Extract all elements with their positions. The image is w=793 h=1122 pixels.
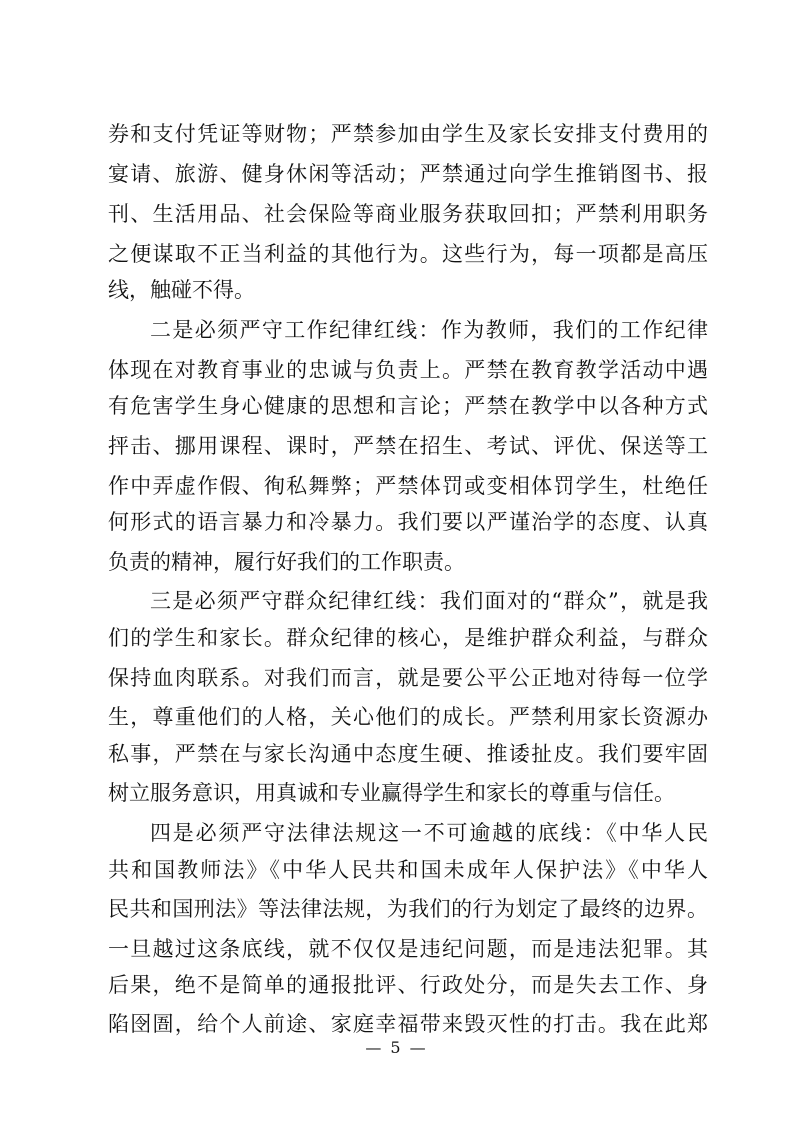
body-text-line: 体现在对教育事业的忠诚与负责上。严禁在教育教学活动中遇 (108, 358, 708, 382)
page-number: — 5 — (365, 1038, 428, 1057)
paragraph-start-line: 二是必须严守工作纪律红线：作为教师，我们的工作纪律 (150, 318, 708, 342)
body-text-line: 共和国教师法》《中华人民共和国未成年人保护法》《中华人 (108, 858, 708, 882)
body-text-line: 陷囹圄，给个人前途、家庭幸福带来毁灭性的打击。我在此郑 (108, 1012, 708, 1036)
body-text-line: 券和支付凭证等财物；严禁参加由学生及家长安排支付费用的 (108, 122, 708, 146)
body-text-line: 线，触碰不得。 (108, 278, 255, 302)
body-text-line: 抨击、挪用课程、课时，严禁在招生、考试、评优、保送等工 (108, 434, 708, 458)
body-text-line: 一旦越过这条底线，就不仅仅是违纪问题，而是违法犯罪。其 (108, 937, 708, 961)
body-text-line: 民共和国刑法》等法律法规，为我们的行为划定了最终的边界。 (108, 897, 708, 921)
body-text-line: 宴请、旅游、健身休闲等活动；严禁通过向学生推销图书、报 (108, 162, 708, 186)
paragraph-start-line: 三是必须严守群众纪律红线：我们面对的“群众”，就是我 (150, 589, 708, 613)
body-text-line: 之便谋取不正当利益的其他行为。这些行为，每一项都是高压 (108, 242, 708, 266)
body-text-line: 负责的精神，履行好我们的工作职责。 (108, 550, 465, 574)
body-text-line: 有危害学生身心健康的思想和言论；严禁在教学中以各种方式 (108, 394, 708, 418)
body-text-line: 刊、生活用品、社会保险等商业服务获取回扣；严禁利用职务 (108, 202, 708, 226)
body-text-line: 生，尊重他们的人格，关心他们的成长。严禁利用家长资源办 (108, 705, 708, 729)
body-text-line: 何形式的语言暴力和冷暴力。我们要以严谨治学的态度、认真 (108, 510, 708, 534)
body-text-line: 后果，绝不是简单的通报批评、行政处分，而是失去工作、身 (108, 973, 708, 997)
paragraph-start-line: 四是必须严守法律法规这一不可逾越的底线：《中华人民 (150, 821, 708, 845)
body-text-line: 们的学生和家长。群众纪律的核心，是维护群众利益，与群众 (108, 626, 708, 650)
body-text-line: 树立服务意识，用真诚和专业赢得学生和家长的尊重与信任。 (108, 781, 675, 805)
body-text-line: 作中弄虚作假、徇私舞弊；严禁体罚或变相体罚学生，杜绝任 (108, 474, 708, 498)
body-text-line: 保持血肉联系。对我们而言，就是要公平公正地对待每一位学 (108, 666, 708, 690)
body-text-line: 私事，严禁在与家长沟通中态度生硬、推诿扯皮。我们要牢固 (108, 742, 708, 766)
